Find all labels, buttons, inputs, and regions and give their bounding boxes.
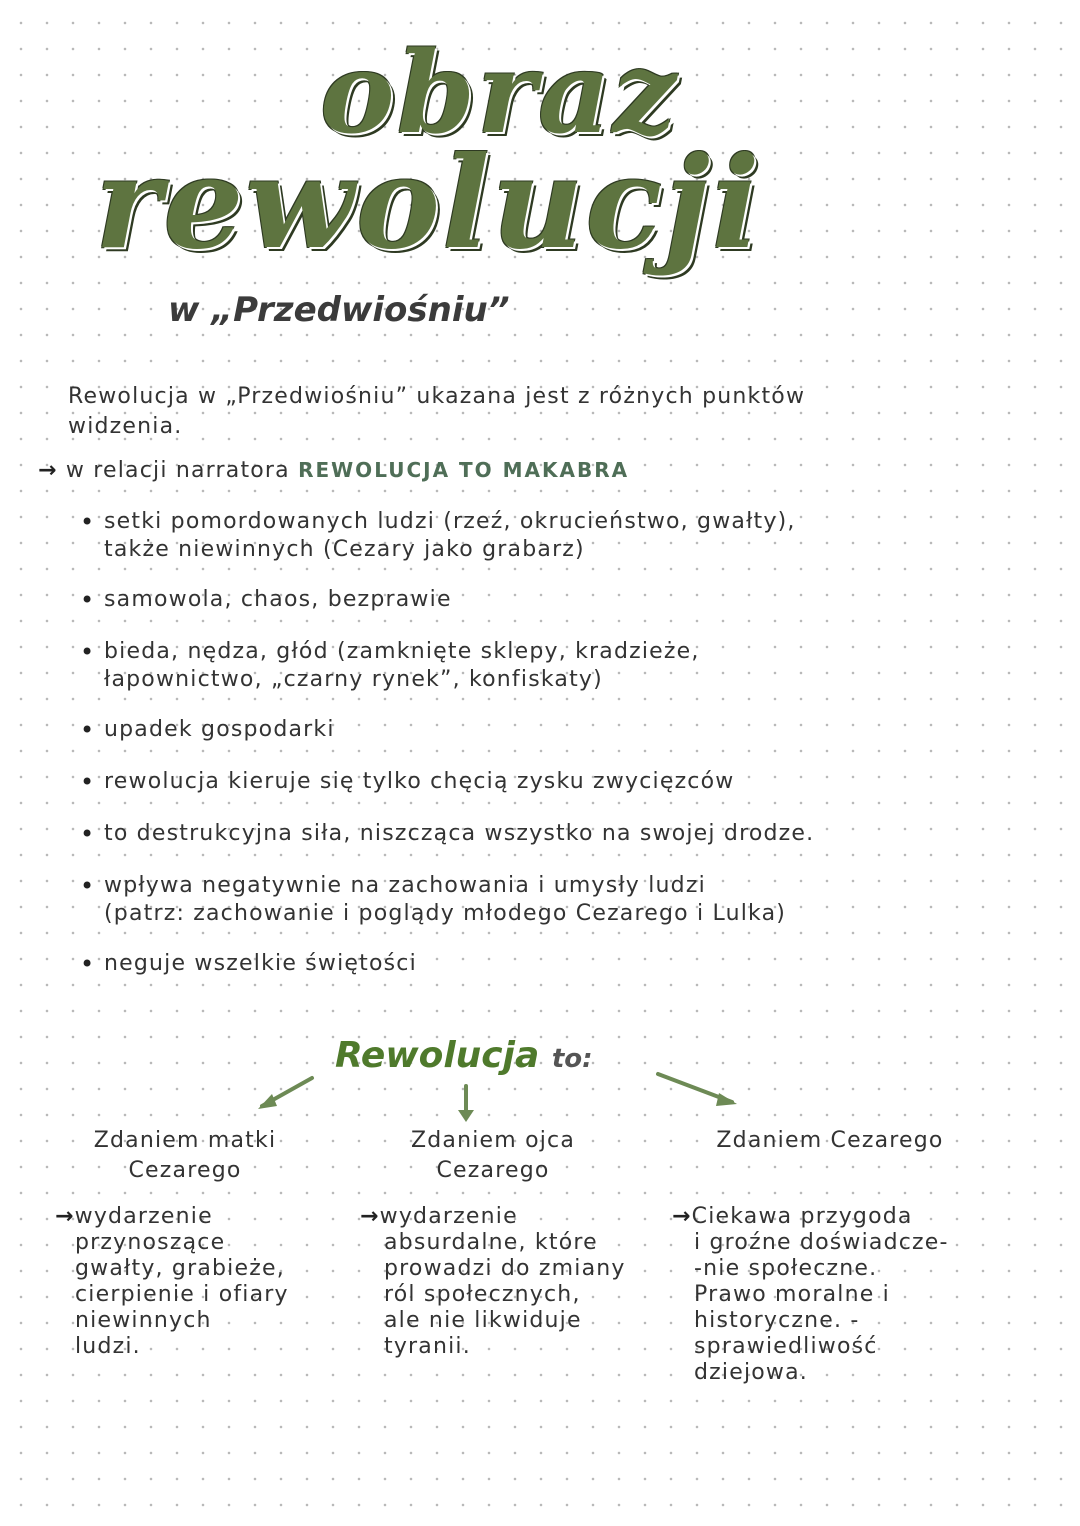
column-head-father — [378, 1126, 608, 1186]
column-line: dziejowa. — [694, 1360, 809, 1385]
subtitle: w „Przedwiośniu” — [168, 290, 510, 330]
column-line: przynoszące — [75, 1230, 226, 1255]
column-head-line: Zdaniem ojca — [410, 1128, 576, 1153]
list-item-line: • upadek gospodarki — [104, 717, 335, 742]
list-item-line: • to destrukcyjna siła, niszcząca wszystko na swojej drodze. — [104, 821, 815, 846]
column-text-cezary — [672, 1204, 949, 1386]
arrow-right-icon: → — [360, 1204, 380, 1229]
arrow-right-icon: → — [672, 1204, 692, 1229]
section-heading-suffix: to: — [551, 1044, 593, 1074]
title-line-2: rewolucji — [95, 129, 762, 277]
column-line: cierpienie i ofiary — [75, 1282, 289, 1307]
column-text-father — [360, 1204, 626, 1360]
relation-text: w relacji narratora — [65, 458, 290, 483]
column-line: →wydarzenie — [360, 1204, 518, 1229]
column-text-mother — [55, 1204, 289, 1360]
list-item-line: łapownictwo, „czarny rynek”, konfiskaty) — [104, 667, 603, 692]
column-head-line: Cezarego — [128, 1158, 242, 1183]
column-line: →wydarzenie — [55, 1204, 213, 1229]
column-line: Prawo moralne i — [694, 1282, 890, 1307]
column-head-line: Zdaniem Cezarego — [716, 1128, 944, 1153]
column-line: absurdalne, które — [384, 1230, 598, 1255]
list-item-line: • wpływa negatywnie na zachowania i umysły ludzi — [104, 873, 706, 898]
list-item-line: • samowola, chaos, bezprawie — [104, 587, 452, 612]
arrow-down-head — [458, 1110, 474, 1122]
list-item-line: • rewolucja kieruje się tylko chęcią zysku zwycięzców — [104, 769, 735, 794]
list-item-line: • neguje wszelkie świętości — [104, 951, 417, 976]
column-line: prowadzi do zmiany — [384, 1256, 626, 1281]
column-line: ludzi. — [75, 1334, 141, 1359]
column-line: tyranii. — [384, 1334, 471, 1359]
column-line: gwałty, grabieże, — [75, 1256, 285, 1281]
column-head-mother — [70, 1126, 300, 1186]
column-line: niewinnych — [75, 1308, 212, 1333]
title-line-1: obraz — [320, 28, 679, 159]
column-line: →Ciekawa przygoda — [672, 1204, 913, 1229]
arrow-left-head — [258, 1094, 277, 1109]
column-line: ról społecznych, — [384, 1282, 581, 1307]
column-line: ale nie likwiduje — [384, 1308, 582, 1333]
list-item-line: także niewinnych (Cezary jako grabarz) — [104, 537, 585, 562]
intro-line-1: Rewolucja w „Przedwiośniu” ukazana jest z różnych punktów — [68, 384, 806, 409]
list-item-line: (patrz: zachowanie i poglądy młodego Cezarego i Lulka) — [104, 901, 787, 926]
list-item-line: • setki pomordowanych ludzi (rzeź, okrucieństwo, gwałty), — [104, 509, 796, 534]
column-head-line: Zdaniem matki — [93, 1128, 277, 1153]
section-heading-main: Rewolucja — [335, 1035, 540, 1076]
relation-highlight: REWOLUCJA TO MAKABRA — [298, 458, 630, 482]
list-item-line: • bieda, nędza, głód (zamknięte sklepy, kradzieże, — [104, 639, 700, 664]
arrow-right-icon: → — [38, 458, 58, 483]
column-line: i groźne doświadcze- — [694, 1230, 949, 1255]
column-line: -nie społeczne. — [694, 1256, 878, 1281]
column-line: historyczne. - — [694, 1308, 860, 1333]
column-head-cezary — [690, 1126, 970, 1156]
column-head-line: Cezarego — [436, 1158, 550, 1183]
column-line: sprawiedliwość — [694, 1334, 878, 1359]
intro-line-2: widzenia. — [68, 414, 183, 439]
arrow-right-icon: → — [55, 1204, 75, 1229]
arrow-right-head — [716, 1093, 737, 1106]
